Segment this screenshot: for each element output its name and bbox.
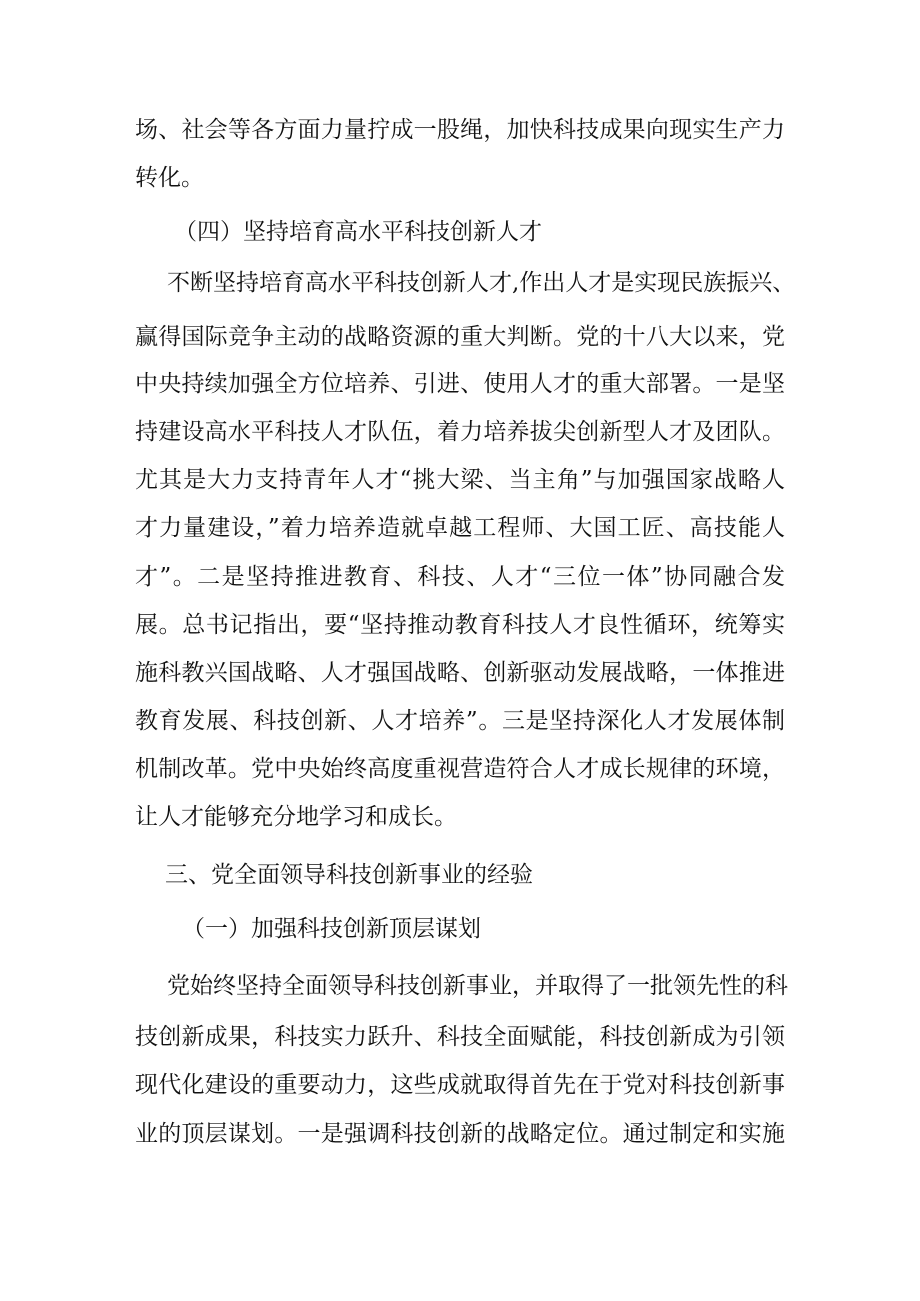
paragraph-line: 转化。 [135,165,204,191]
subsection-heading: （四）坚持培育高水平科技创新人才 [174,219,542,245]
paragraph-line: 才力量建设，”着力培养造就卓越工程师、大国工匠、高技能人 [135,515,785,541]
subsection-heading: （一）加强科技创新顶层谋划 [182,916,481,942]
paragraph-line: 教育发展、科技创新、人才培养”。三是坚持深化人才发展体制 [135,708,785,734]
paragraph-line: 施科教兴国战略、人才强国战略、创新驱动发展战略，一体推进 [135,660,785,686]
paragraph-line: 机制改革。党中央始终高度重视营造符合人才成长规律的环境， [135,756,785,782]
paragraph-line: 业的顶层谋划。一是强调科技创新的战略定位。通过制定和实施 [135,1121,785,1147]
paragraph-line: 持建设高水平科技人才队伍，着力培养拔尖创新型人才及团队。 [135,419,785,445]
paragraph-line: 才”。二是坚持推进教育、科技、人才“三位一体”协同融合发 [135,564,785,590]
paragraph-line: 现代化建设的重要动力，这些成就取得首先在于党对科技创新事 [135,1072,785,1098]
paragraph-line: 不断坚持培育高水平科技创新人才,作出人才是实现民族振兴、 [167,270,796,296]
paragraph-line: 场、社会等各方面力量拧成一股绳，加快科技成果向现实生产力 [135,117,785,143]
section-heading [135,851,735,899]
paragraph-line: 技创新成果，科技实力跃升、科技全面赋能，科技创新成为引领 [135,1024,785,1050]
paragraph-line: 党始终坚持全面领导科技创新事业，并取得了一批领先性的科 [167,973,788,999]
paragraph-line: 尤其是大力支持青年人才“挑大梁、当主角”与加强国家战略人 [135,467,785,493]
paragraph-line: 让人才能够充分地学习和成长。 [135,804,457,830]
section-heading-text: 三、党全面领导科技创新事业的经验 [165,862,533,888]
paragraph-line: 中央持续加强全方位培养、引进、使用人才的重大部署。一是坚 [135,371,785,397]
paragraph-line: 赢得国际竞争主动的战略资源的重大判断。党的十八大以来，党 [135,324,785,350]
paragraph-line: 展。总书记指出，要“坚持推动教育科技人才良性循环，统筹实 [135,612,785,638]
